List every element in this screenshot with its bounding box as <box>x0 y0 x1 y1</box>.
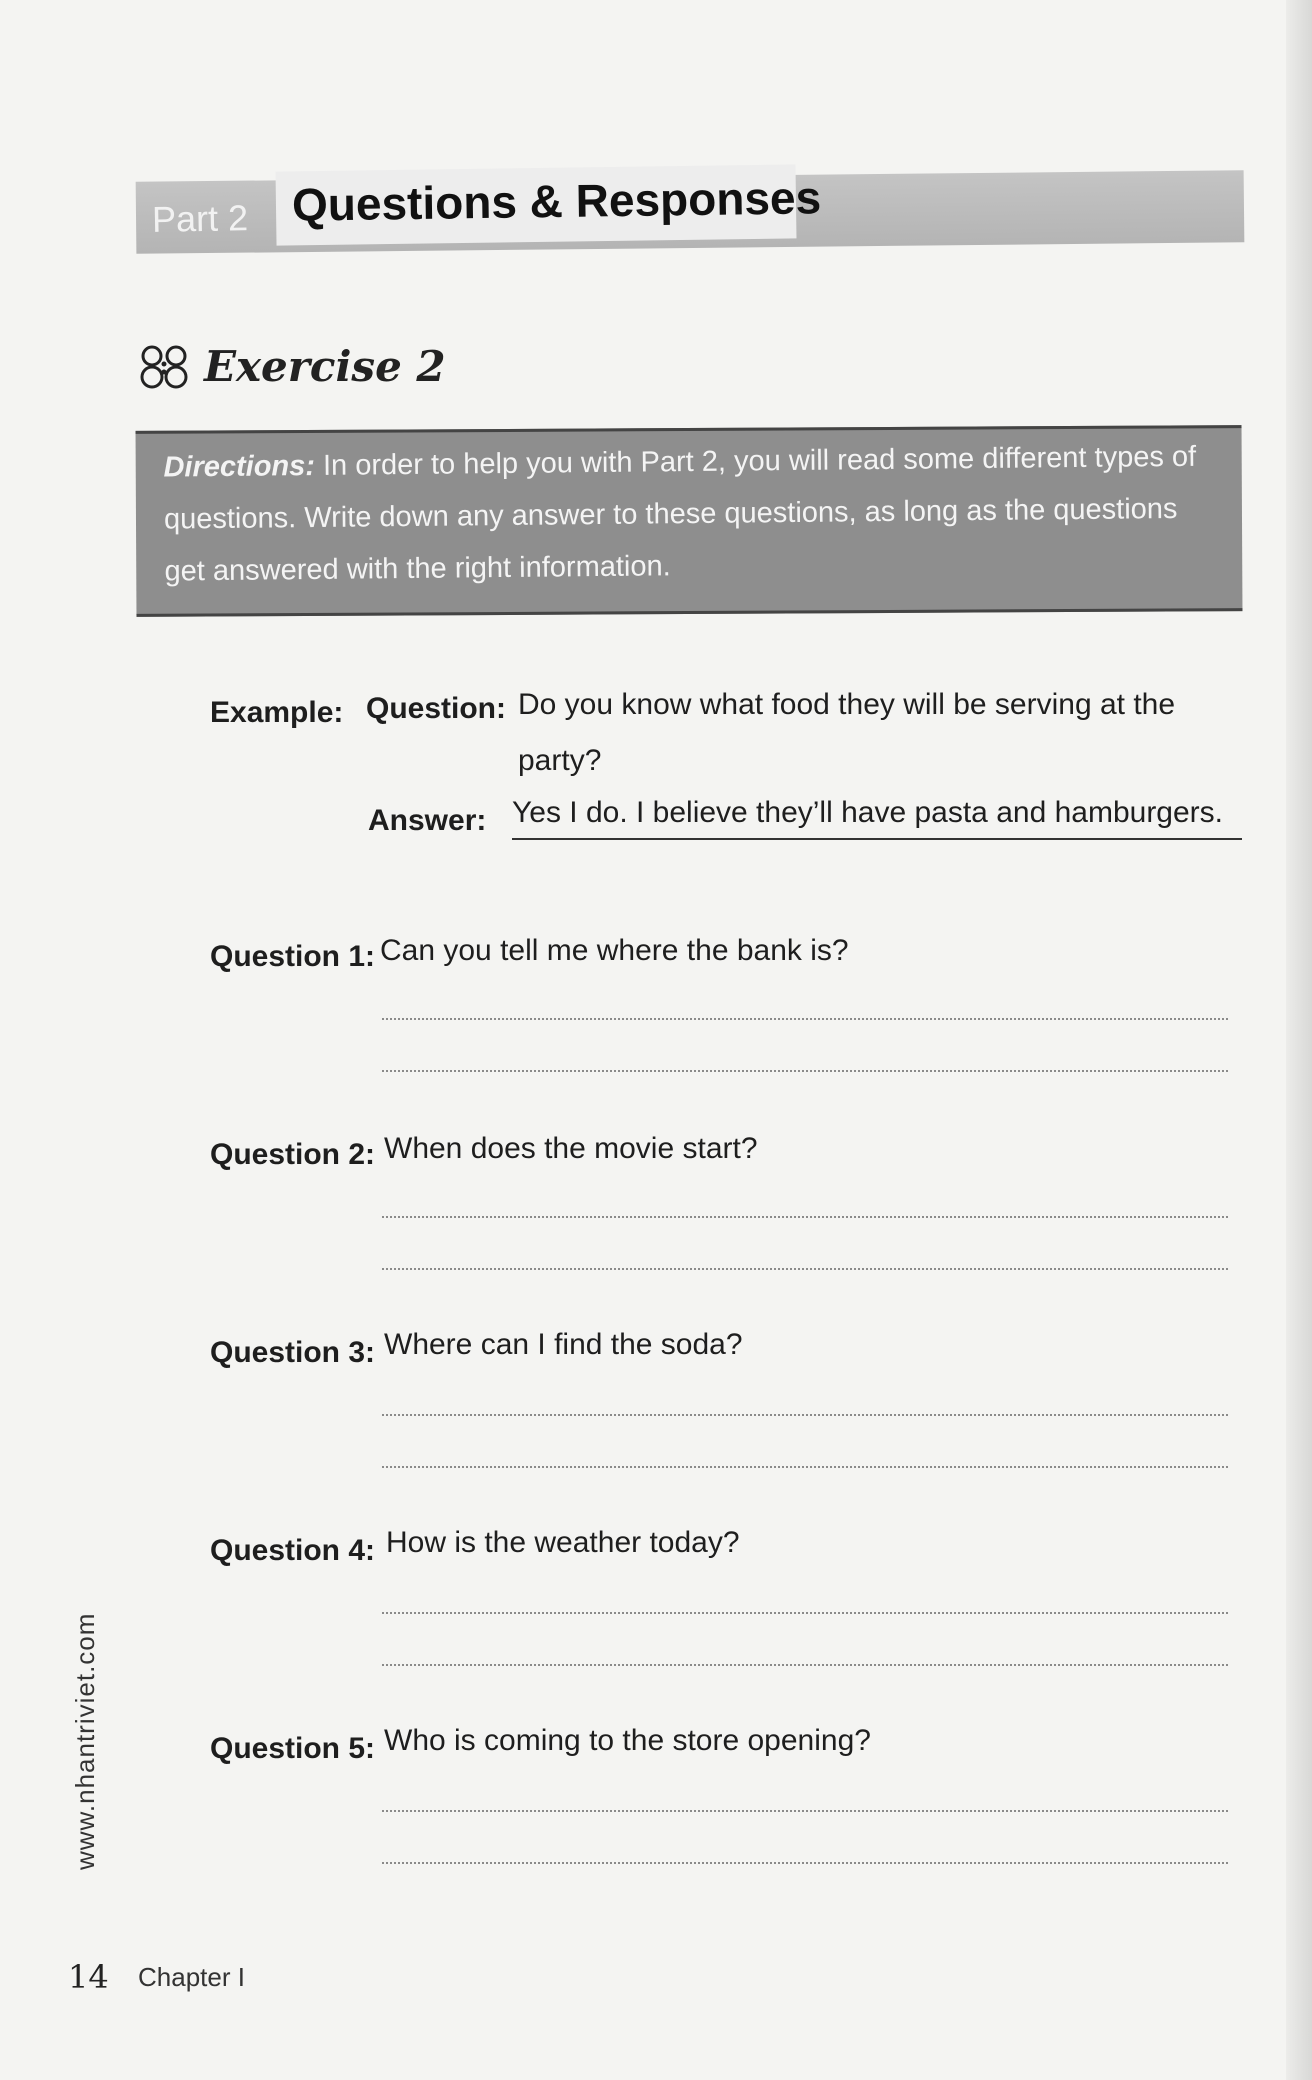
question-2-answer-line-1[interactable] <box>382 1216 1228 1218</box>
question-3-answer-line-2[interactable] <box>382 1466 1228 1468</box>
question-4-label: Question 4: <box>210 1534 376 1567</box>
page-edge <box>1286 0 1312 2080</box>
question-4-text: How is the weather today? <box>386 1526 740 1559</box>
example-question-label: Question: <box>366 692 506 725</box>
question-4-answer-line-2[interactable] <box>382 1664 1228 1666</box>
page-number: 14 <box>68 1958 109 1996</box>
question-1-text: Can you tell me where the bank is? <box>380 934 849 967</box>
question-1-answer-line-1[interactable] <box>382 1018 1228 1020</box>
directions-text-block <box>163 430 1225 597</box>
question-2-text: When does the movie start? <box>384 1132 758 1165</box>
question-5-text: Who is coming to the store opening? <box>384 1724 871 1757</box>
question-3-label: Question 3: <box>210 1336 376 1369</box>
question-2-answer-line-2[interactable] <box>382 1268 1228 1270</box>
example-answer-text: Yes I do. I believe they’ll have pasta and hamburgers. <box>512 796 1224 829</box>
example-question-text-line2: party? <box>518 744 602 777</box>
directions-label: Directions: <box>163 449 316 484</box>
directions-text: In order to help you with Part 2, you will read some different types of questions. Write down any answer to these questions, as long as the questions get answered with the right information. <box>163 440 1197 588</box>
example-question-text-line1: Do you know what food they will be serving at the <box>518 688 1176 721</box>
exercise-heading <box>136 342 446 391</box>
example-answer-label: Answer: <box>368 804 487 837</box>
example-label: Example: <box>210 696 344 729</box>
exercise-title: Exercise 2 <box>204 342 446 391</box>
question-2-label: Question 2: <box>210 1138 376 1171</box>
question-1-answer-line-2[interactable] <box>382 1070 1228 1072</box>
example-answer-underline <box>512 838 1242 840</box>
question-5-answer-line-2[interactable] <box>382 1862 1228 1864</box>
chapter-label: Chapter I <box>138 1962 245 1992</box>
part-title: Questions & Responses <box>291 171 822 231</box>
question-3-answer-line-1[interactable] <box>382 1414 1228 1416</box>
question-5-answer-line-1[interactable] <box>382 1810 1228 1812</box>
headphones-icon <box>136 344 192 390</box>
question-5-label: Question 5: <box>210 1732 376 1765</box>
question-3-text: Where can I find the soda? <box>384 1328 743 1361</box>
sidebar-url: www.nhantriviet.com <box>70 1612 100 1870</box>
question-1-label: Question 1: <box>210 940 376 973</box>
part-tag: Part 2 <box>151 197 249 240</box>
question-4-answer-line-1[interactable] <box>382 1612 1228 1614</box>
